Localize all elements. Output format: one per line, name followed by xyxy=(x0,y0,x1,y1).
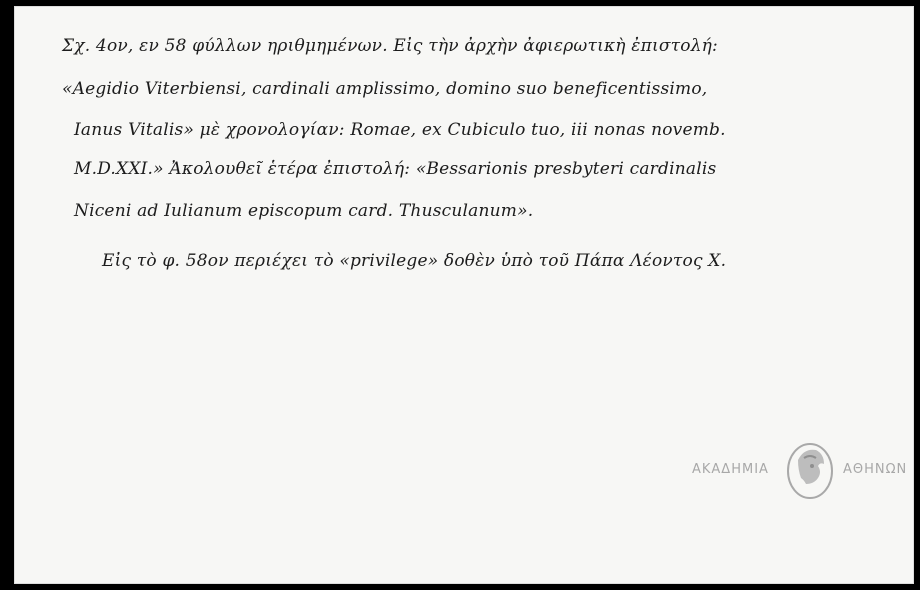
athena-head-seal-icon xyxy=(784,440,836,502)
card-text-line-3: Ianus Vitalis» μὲ χρονολογίαν: Romae, ex Cubiculo tuo, iii nonas novemb. xyxy=(74,120,726,140)
card-text-line-4: M.D.XXI.» Ἀκολουθεῖ ἑτέρα ἐπιστολή: «Bessarionis presbyteri cardinalis xyxy=(74,159,717,179)
stamp-athinon: ΑΘΗΝΩΝ xyxy=(843,462,908,477)
card-text-line-5: Niceni ad Iulianum episcopum card. Thusculanum». xyxy=(74,201,534,221)
card-text-line-2: «Aegidio Viterbiensi, cardinali amplissimo, domino suo beneficentissimo, xyxy=(62,79,708,99)
stamp-akadimia: ΑΚΑΔΗΜΙΑ xyxy=(692,462,769,477)
index-card xyxy=(14,6,914,584)
card-text-line-6: Εἰς τὸ φ. 58ον περιέχει τὸ «privilege» δοθὲν ὑπὸ τοῦ Πάπα Λέοντος Χ. xyxy=(102,251,727,271)
card-text-line-1: Σχ. 4ον, εν 58 φύλλων ηριθμημένων. Εἰς τὴν ἀρχὴν ἀφιερωτικὴ ἐπιστολή: xyxy=(62,36,718,56)
